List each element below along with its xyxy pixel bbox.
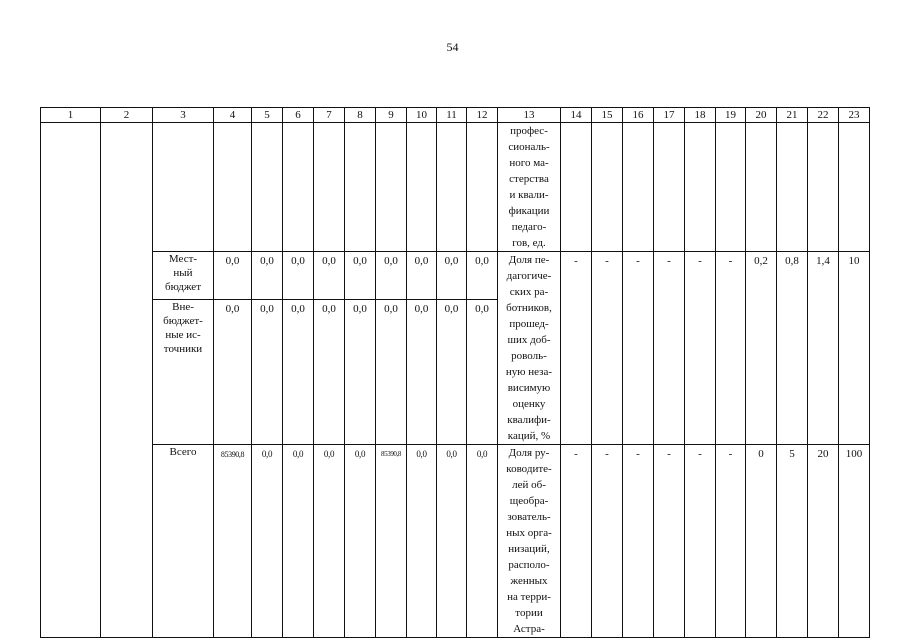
- cell-target: [561, 123, 592, 252]
- header-cell: 12: [467, 108, 498, 123]
- page-number: 54: [446, 40, 459, 54]
- cell-value: [283, 123, 314, 252]
- cell-target: -: [623, 445, 654, 638]
- cell-value: 0,0: [467, 445, 498, 638]
- header-cell: 13: [498, 108, 561, 123]
- cell-value: 0,0: [467, 300, 498, 445]
- cell-value: 0,0: [252, 445, 283, 638]
- cell-value: 0,0: [376, 252, 407, 300]
- cell-value: 0,0: [283, 445, 314, 638]
- header-cell: 23: [839, 108, 870, 123]
- header-row: [41, 108, 870, 123]
- cell-value: [252, 123, 283, 252]
- cell-funding-source: Всего: [153, 445, 214, 638]
- header-cell: 7: [314, 108, 345, 123]
- data-table: [40, 107, 870, 638]
- cell-value: 0,0: [345, 445, 376, 638]
- header-cell: 15: [592, 108, 623, 123]
- cell-target: -: [716, 252, 746, 445]
- cell-value: 0,0: [437, 445, 467, 638]
- table-row: [41, 252, 870, 300]
- header-cell: 1: [41, 108, 101, 123]
- header-cell: 6: [283, 108, 314, 123]
- cell-target: -: [561, 252, 592, 445]
- cell-value: 0,0: [345, 300, 376, 445]
- cell-value: 0,0: [467, 252, 498, 300]
- cell-target: -: [592, 252, 623, 445]
- header-cell: 2: [101, 108, 153, 123]
- cell-value: 0,0: [437, 252, 467, 300]
- cell-indicator: Доля пе- дагогиче- ских ра- ботников, прошед- ших доб- роволь- ную неза- висимую оценку квалифи- каций, %: [498, 252, 561, 445]
- cell-target: 0,8: [777, 252, 808, 445]
- cell-target: -: [592, 445, 623, 638]
- cell-target: [777, 123, 808, 252]
- header-cell: 18: [685, 108, 716, 123]
- cell-indicator: профес- сиональ- ного ма- стерства и квали- фикации педаго- гов, ед.: [498, 123, 561, 252]
- header-cell: 5: [252, 108, 283, 123]
- cell-target: 10: [839, 252, 870, 445]
- header-cell: 3: [153, 108, 214, 123]
- cell-target: [592, 123, 623, 252]
- cell-funding-source: Мест- ный бюджет: [153, 252, 214, 300]
- header-cell: 22: [808, 108, 839, 123]
- cell-value: 0,0: [345, 252, 376, 300]
- cell-target: 0: [746, 445, 777, 638]
- cell-value: 0,0: [314, 445, 345, 638]
- cell-target: -: [561, 445, 592, 638]
- cell-value: [467, 123, 498, 252]
- header-cell: 16: [623, 108, 654, 123]
- header-cell: 20: [746, 108, 777, 123]
- header-cell: 21: [777, 108, 808, 123]
- header-cell: 10: [407, 108, 437, 123]
- cell-funding-source: [153, 123, 214, 252]
- cell-target: 100: [839, 445, 870, 638]
- cell-indicator: Доля ру- ководите- лей об- щеобра- зователь- ных орга- низаций, располо- женных на терри- тории Астра-: [498, 445, 561, 638]
- cell-value: 0,0: [407, 445, 437, 638]
- cell-target: -: [716, 445, 746, 638]
- cell-value: 0,0: [407, 300, 437, 445]
- cell-value: 0,0: [314, 252, 345, 300]
- cell-value: 0,0: [407, 252, 437, 300]
- cell-target: 20: [808, 445, 839, 638]
- cell-target: -: [654, 445, 685, 638]
- cell-target: [623, 123, 654, 252]
- cell-target: -: [623, 252, 654, 445]
- data-table-container: [40, 107, 870, 638]
- cell-target: -: [685, 445, 716, 638]
- cell-col1: [41, 123, 101, 638]
- header-cell: 9: [376, 108, 407, 123]
- header-cell: 4: [214, 108, 252, 123]
- cell-value: 0,0: [283, 300, 314, 445]
- cell-value: [214, 123, 252, 252]
- header-cell: 17: [654, 108, 685, 123]
- cell-value: [376, 123, 407, 252]
- header-cell: 19: [716, 108, 746, 123]
- table-row: [41, 123, 870, 252]
- cell-target: [808, 123, 839, 252]
- cell-value: 85390,8: [376, 445, 407, 638]
- cell-target: [654, 123, 685, 252]
- cell-target: [716, 123, 746, 252]
- cell-target: -: [685, 252, 716, 445]
- cell-value: 85390,8: [214, 445, 252, 638]
- header-cell: 8: [345, 108, 376, 123]
- cell-value: 0,0: [252, 300, 283, 445]
- header-cell: 14: [561, 108, 592, 123]
- cell-value: 0,0: [437, 300, 467, 445]
- cell-value: 0,0: [376, 300, 407, 445]
- header-cell: 11: [437, 108, 467, 123]
- cell-target: 1,4: [808, 252, 839, 445]
- cell-target: 0,2: [746, 252, 777, 445]
- cell-funding-source: Вне- бюджет- ные ис- точники: [153, 300, 214, 445]
- cell-target: [839, 123, 870, 252]
- cell-value: [345, 123, 376, 252]
- cell-target: 5: [777, 445, 808, 638]
- cell-value: [437, 123, 467, 252]
- cell-target: [746, 123, 777, 252]
- cell-value: 0,0: [214, 300, 252, 445]
- cell-target: [685, 123, 716, 252]
- cell-value: 0,0: [283, 252, 314, 300]
- cell-value: 0,0: [252, 252, 283, 300]
- cell-target: -: [654, 252, 685, 445]
- cell-value: [407, 123, 437, 252]
- cell-value: 0,0: [214, 252, 252, 300]
- cell-col2: [101, 123, 153, 638]
- table-row: [41, 445, 870, 638]
- cell-value: 0,0: [314, 300, 345, 445]
- cell-value: [314, 123, 345, 252]
